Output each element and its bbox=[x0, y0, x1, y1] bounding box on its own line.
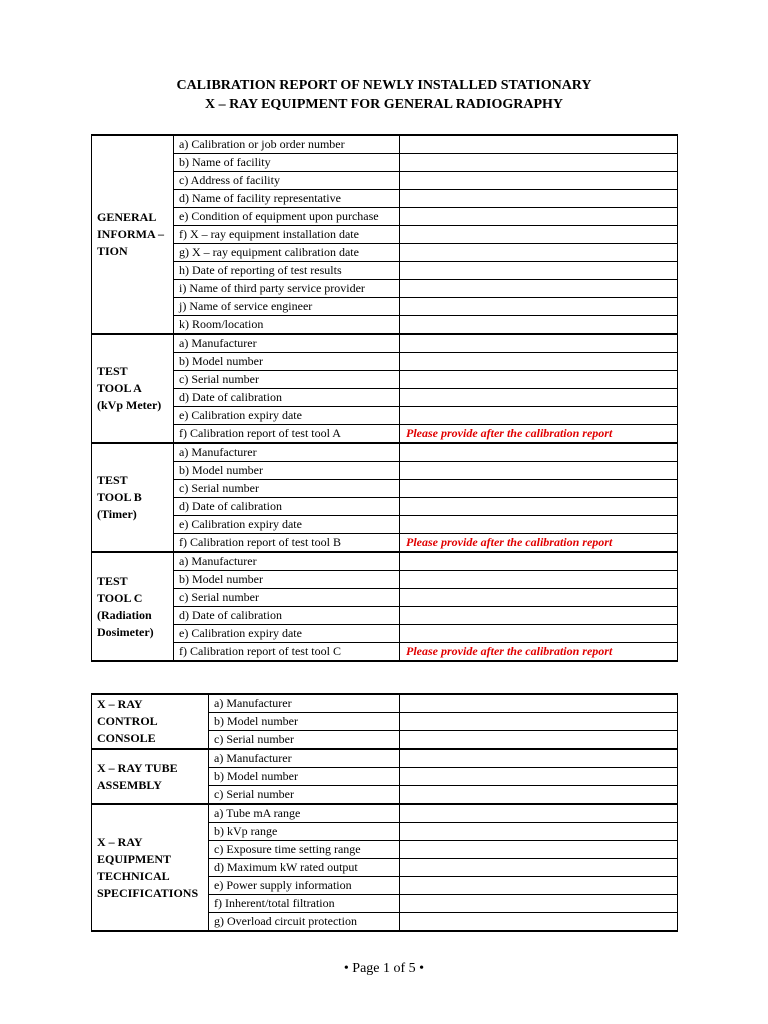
field-label: f) Calibration report of test tool C bbox=[174, 643, 400, 662]
field-label: d) Maximum kW rated output bbox=[209, 859, 400, 877]
field-label: b) Model number bbox=[209, 713, 400, 731]
field-label: e) Condition of equipment upon purchase bbox=[174, 208, 400, 226]
field-value-cell[interactable] bbox=[400, 589, 678, 607]
table-row bbox=[92, 244, 678, 262]
table-row bbox=[92, 480, 678, 498]
field-value-cell[interactable] bbox=[400, 353, 678, 371]
field-label: f) Inherent/total filtration bbox=[209, 895, 400, 913]
section-label-test-tool-a bbox=[92, 334, 174, 443]
field-value-cell[interactable] bbox=[400, 571, 678, 589]
field-value-cell[interactable] bbox=[400, 607, 678, 625]
field-label: a) Manufacturer bbox=[174, 334, 400, 353]
field-label: a) Manufacturer bbox=[174, 443, 400, 462]
field-label: b) Model number bbox=[174, 462, 400, 480]
field-value-cell[interactable] bbox=[400, 694, 678, 713]
section-label-line: TOOL C bbox=[97, 590, 143, 605]
section-label-line: TEST bbox=[97, 364, 128, 378]
field-value-cell[interactable] bbox=[400, 316, 678, 335]
field-label: j) Name of service engineer bbox=[174, 298, 400, 316]
field-label: b) Model number bbox=[209, 768, 400, 786]
table-row bbox=[92, 425, 678, 444]
section-label-line: TOOL A bbox=[97, 381, 142, 395]
field-label: d) Date of calibration bbox=[174, 607, 400, 625]
field-label: e) Calibration expiry date bbox=[174, 516, 400, 534]
equipment-table bbox=[91, 693, 678, 932]
general-and-test-tools-table bbox=[91, 134, 678, 662]
field-value-cell[interactable] bbox=[400, 498, 678, 516]
table-row bbox=[92, 694, 678, 713]
table-row bbox=[92, 389, 678, 407]
table-row bbox=[92, 607, 678, 625]
table-row bbox=[92, 534, 678, 553]
section-label-test-tool-c bbox=[92, 552, 174, 661]
calibration-report-note: Please provide after the calibration report bbox=[400, 643, 678, 662]
field-value-cell[interactable] bbox=[400, 371, 678, 389]
section-label-tube-assembly: X – RAY TUBE ASSEMBLY bbox=[92, 749, 209, 804]
field-label: e) Power supply information bbox=[209, 877, 400, 895]
section-label-technical-specifications: X – RAY EQUIPMENT TECHNICAL SPECIFICATIONS bbox=[92, 804, 209, 931]
field-value-cell[interactable] bbox=[400, 913, 678, 932]
field-label: c) Address of facility bbox=[174, 172, 400, 190]
field-value-cell[interactable] bbox=[400, 389, 678, 407]
table-row bbox=[92, 498, 678, 516]
table-row bbox=[92, 571, 678, 589]
section-label-line: TEST bbox=[97, 473, 128, 487]
table-row bbox=[92, 462, 678, 480]
field-value-cell[interactable] bbox=[400, 443, 678, 462]
field-label: c) Serial number bbox=[209, 731, 400, 750]
field-label: k) Room/location bbox=[174, 316, 400, 335]
table-row bbox=[92, 804, 678, 823]
title-line-2: X – RAY EQUIPMENT FOR GENERAL RADIOGRAPHY bbox=[204, 97, 564, 112]
field-label: d) Date of calibration bbox=[174, 498, 400, 516]
table-row bbox=[92, 135, 678, 154]
field-label: c) Exposure time setting range bbox=[209, 841, 400, 859]
section-label-line: (Radiation bbox=[97, 607, 152, 622]
field-label: f) X – ray equipment installation date bbox=[174, 226, 400, 244]
field-label: g) Overload circuit protection bbox=[209, 913, 400, 932]
field-value-cell[interactable] bbox=[400, 154, 678, 172]
table-row bbox=[92, 371, 678, 389]
field-value-cell[interactable] bbox=[400, 552, 678, 571]
field-value-cell[interactable] bbox=[400, 895, 678, 913]
field-value-cell[interactable] bbox=[400, 731, 678, 750]
field-value-cell[interactable] bbox=[400, 804, 678, 823]
field-label: a) Calibration or job order number bbox=[174, 135, 400, 154]
table-row bbox=[92, 316, 678, 335]
field-value-cell[interactable] bbox=[400, 462, 678, 480]
field-value-cell[interactable] bbox=[400, 280, 678, 298]
field-label: c) Serial number bbox=[174, 371, 400, 389]
field-value-cell[interactable] bbox=[400, 841, 678, 859]
table-row bbox=[92, 172, 678, 190]
field-value-cell[interactable] bbox=[400, 226, 678, 244]
field-label: a) Manufacturer bbox=[209, 694, 400, 713]
table-row bbox=[92, 280, 678, 298]
field-label: b) Model number bbox=[174, 353, 400, 371]
field-value-cell[interactable] bbox=[400, 407, 678, 425]
field-label: c) Serial number bbox=[174, 480, 400, 498]
field-label: a) Manufacturer bbox=[174, 552, 400, 571]
field-label: g) X – ray equipment calibration date bbox=[174, 244, 400, 262]
field-value-cell[interactable] bbox=[400, 749, 678, 768]
field-value-cell[interactable] bbox=[400, 516, 678, 534]
field-value-cell[interactable] bbox=[400, 135, 678, 154]
field-label: b) Model number bbox=[174, 571, 400, 589]
calibration-report-note: Please provide after the calibration report bbox=[400, 425, 678, 444]
field-label: h) Date of reporting of test results bbox=[174, 262, 400, 280]
field-value-cell[interactable] bbox=[400, 262, 678, 280]
table-row bbox=[92, 516, 678, 534]
field-label: a) Manufacturer bbox=[209, 749, 400, 768]
field-label: d) Name of facility representative bbox=[174, 190, 400, 208]
table-row bbox=[92, 625, 678, 643]
field-label: b) Name of facility bbox=[174, 154, 400, 172]
table-row bbox=[92, 262, 678, 280]
table-row bbox=[92, 443, 678, 462]
table-row bbox=[92, 643, 678, 662]
section-label-line: TEST bbox=[97, 573, 128, 588]
field-label: b) kVp range bbox=[209, 823, 400, 841]
table-row bbox=[92, 589, 678, 607]
field-value-cell[interactable] bbox=[400, 334, 678, 353]
field-label: a) Tube mA range bbox=[209, 804, 400, 823]
field-value-cell[interactable] bbox=[400, 786, 678, 805]
section-label-general: GENERAL INFORMA – TION bbox=[92, 135, 174, 334]
field-value-cell[interactable] bbox=[400, 298, 678, 316]
field-value-cell[interactable] bbox=[400, 244, 678, 262]
field-label: f) Calibration report of test tool B bbox=[174, 534, 400, 553]
page-number: • Page 1 of 5 • bbox=[343, 961, 425, 976]
field-value-cell[interactable] bbox=[400, 877, 678, 895]
report-title bbox=[0, 76, 768, 114]
field-label: i) Name of third party service provider bbox=[174, 280, 400, 298]
field-value-cell[interactable] bbox=[400, 190, 678, 208]
field-value-cell[interactable] bbox=[400, 823, 678, 841]
field-value-cell[interactable] bbox=[400, 172, 678, 190]
section-label-line: Dosimeter) bbox=[97, 624, 154, 639]
field-value-cell[interactable] bbox=[400, 480, 678, 498]
section-label-line: (kVp Meter) bbox=[97, 398, 162, 412]
field-label: f) Calibration report of test tool A bbox=[174, 425, 400, 444]
field-value-cell[interactable] bbox=[400, 768, 678, 786]
section-label-line: (Timer) bbox=[97, 507, 137, 521]
table-row bbox=[92, 353, 678, 371]
field-value-cell[interactable] bbox=[400, 625, 678, 643]
field-label: c) Serial number bbox=[209, 786, 400, 805]
field-label: e) Calibration expiry date bbox=[174, 625, 400, 643]
table-row bbox=[92, 552, 678, 571]
title-line-1: CALIBRATION REPORT OF NEWLY INSTALLED STATIONARY bbox=[176, 78, 592, 93]
table-row bbox=[92, 154, 678, 172]
field-value-cell[interactable] bbox=[400, 859, 678, 877]
calibration-report-note: Please provide after the calibration report bbox=[400, 534, 678, 553]
table-row bbox=[92, 226, 678, 244]
table-row bbox=[92, 298, 678, 316]
table-row bbox=[92, 334, 678, 353]
section-label-control-console: X – RAY CONTROL CONSOLE bbox=[92, 694, 209, 749]
field-label: c) Serial number bbox=[174, 589, 400, 607]
field-value-cell[interactable] bbox=[400, 713, 678, 731]
section-label-line: TOOL B bbox=[97, 490, 142, 504]
field-label: e) Calibration expiry date bbox=[174, 407, 400, 425]
table-row bbox=[92, 407, 678, 425]
table-row bbox=[92, 208, 678, 226]
table-row bbox=[92, 749, 678, 768]
field-label: d) Date of calibration bbox=[174, 389, 400, 407]
section-label-test-tool-b bbox=[92, 443, 174, 552]
table-row bbox=[92, 190, 678, 208]
field-value-cell[interactable] bbox=[400, 208, 678, 226]
